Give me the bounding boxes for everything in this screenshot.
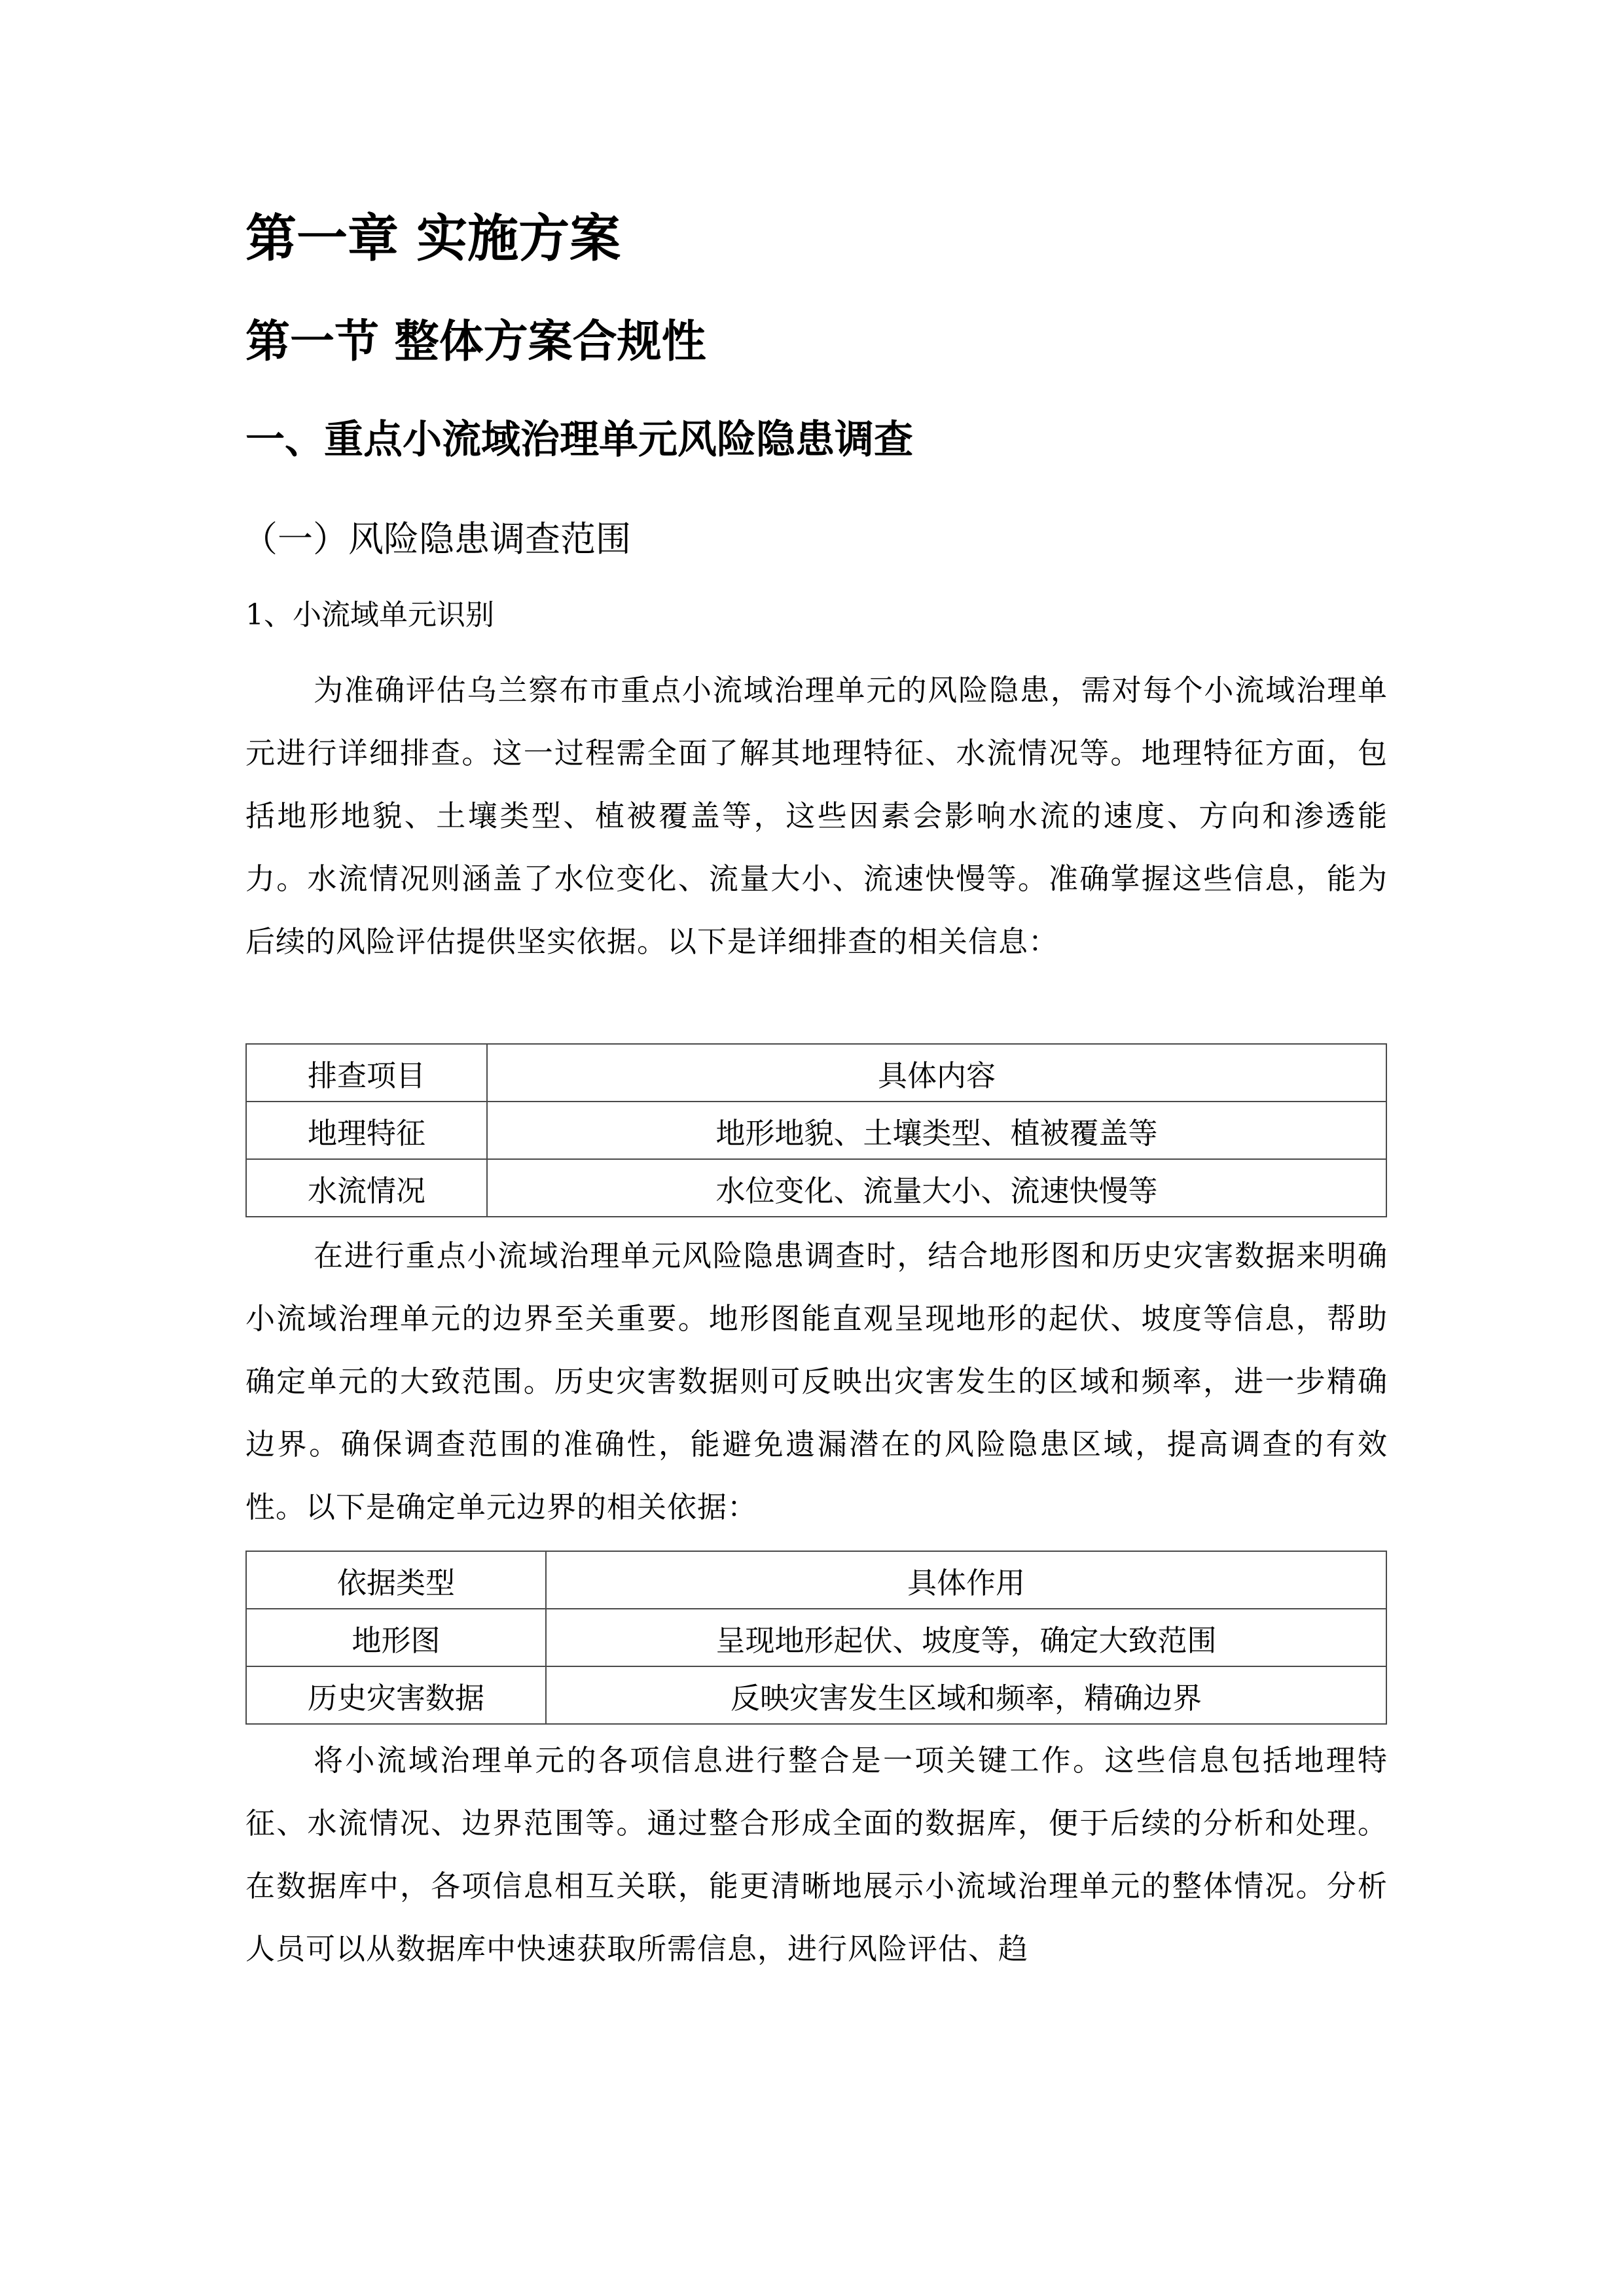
table-cell: 呈现地形起伏、坡度等，确定大致范围 — [546, 1609, 1386, 1666]
table-cell: 历史灾害数据 — [246, 1666, 546, 1724]
table-header-cell: 具体作用 — [546, 1551, 1386, 1609]
boundary-basis-table — [245, 1551, 1387, 1725]
item-heading: 1、小流域单元识别 — [245, 598, 494, 632]
table-cell: 地理特征 — [246, 1102, 487, 1159]
table-header-row — [246, 1044, 1386, 1102]
investigation-items-table — [245, 1043, 1387, 1217]
table-cell: 地形地貌、土壤类型、植被覆盖等 — [487, 1102, 1386, 1159]
paragraph-3: 将小流域治理单元的各项信息进行整合是一项关键工作。这些信息包括地理特征、水流情况、边界范围等。通过整合形成全面的数据库，便于后续的分析和处理。在数据库中，各项信息相互关联，能更清晰地展示小流域治理单元的整体情况。分析人员可以从数据库中快速获取所需信息，进行风险评估、趋 — [245, 1743, 1388, 1966]
table-cell: 水位变化、流量大小、流速快慢等 — [487, 1159, 1386, 1217]
table-header-cell: 具体内容 — [487, 1044, 1386, 1102]
table-header-row — [246, 1551, 1386, 1609]
section-title: 第一节 整体方案合规性 — [245, 315, 706, 368]
table-row — [246, 1609, 1386, 1666]
table-row — [246, 1159, 1386, 1217]
paragraph-2: 在进行重点小流域治理单元风险隐患调查时，结合地形图和历史灾害数据来明确小流域治理单元的边界至关重要。地形图能直观呈现地形的起伏、坡度等信息，帮助确定单元的大致范围。历史灾害数据则可反映出灾害发生的区域和频率，进一步精确边界。确保调查范围的准确性，能避免遗漏潜在的风险隐患区域，提高调查的有效性。以下是确定单元边界的相关依据： — [245, 1238, 1388, 1524]
table-cell: 水流情况 — [246, 1159, 487, 1217]
sub-heading: （一）风险隐患调查范围 — [242, 518, 631, 560]
table-header-cell: 依据类型 — [246, 1551, 546, 1609]
table-row — [246, 1102, 1386, 1159]
paragraph-1: 为准确评估乌兰察布市重点小流域治理单元的风险隐患，需对每个小流域治理单元进行详细排查。这一过程需全面了解其地理特征、水流情况等。地理特征方面，包括地形地貌、土壤类型、植被覆盖等，这些因素会影响水流的速度、方向和渗透能力。水流情况则涵盖了水位变化、流量大小、流速快慢等。准确掌握这些信息，能为后续的风险评估提供坚实依据。以下是详细排查的相关信息： — [245, 673, 1388, 959]
table-row — [246, 1666, 1386, 1724]
chapter-title: 第一章 实施方案 — [245, 209, 621, 268]
table-cell: 地形图 — [246, 1609, 546, 1666]
subsection-title: 一、重点小流域治理单元风险隐患调查 — [245, 417, 913, 463]
table-header-cell: 排查项目 — [246, 1044, 487, 1102]
table-cell: 反映灾害发生区域和频率，精确边界 — [546, 1666, 1386, 1724]
